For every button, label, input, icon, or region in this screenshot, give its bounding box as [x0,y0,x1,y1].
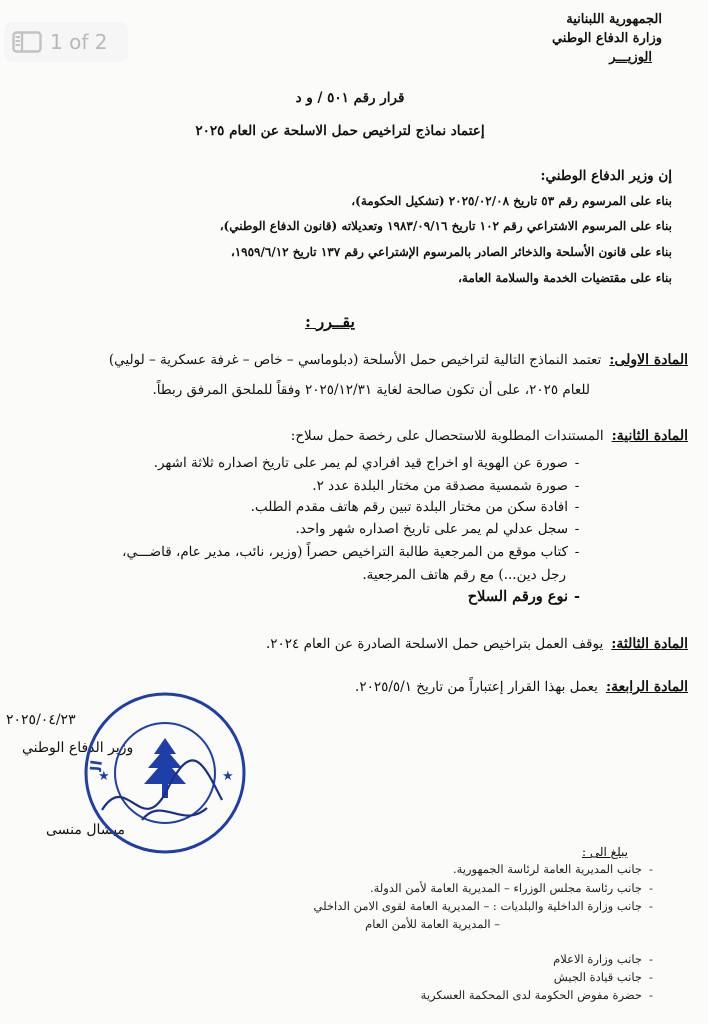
article-4 [355,679,688,695]
recital-1: بناء على المرسوم رقم ٥٣ تاريخ ٢٠٢٥/٠٢/٠٨ (تشكيل الحكومة)، [351,194,672,208]
article-2 [291,428,688,444]
document-title: إعتماد نماذج لتراخيص حمل الاسلحة عن العام ٢٠٢٥ [195,123,485,139]
official-stamp [82,690,248,856]
article-3 [266,636,688,652]
decides-heading: يقــرر : [305,312,355,331]
list-item: -افادة سكن من مختار البلدة تبين رقم هاتف مقدم الطلب. [250,499,580,515]
article-1 [109,352,688,368]
article-1-label: المادة الاولى: [609,352,688,368]
article-3-text: يوقف العمل بتراخيص حمل الاسلحة الصادرة عن العام ٢٠٢٤. [265,636,604,652]
recital-4: بناء على مقتضيات الخدمة والسلامة العامة، [458,271,672,285]
decision-number: قرار رقم ٥٠١ / و د [295,90,405,106]
distribution-item: -جانب وزارة الداخلية والبلديات : – المديرية العامة لقوى الامن الداخلي [313,899,653,913]
header-office: الوزيـــر [609,50,652,65]
distribution-item: -جانب رئاسة مجلس الوزراء – المديرية العامة لأمن الدولة. [369,881,653,895]
list-item: -صورة شمسية مصدقة من مختار البلدة عدد ٢. [312,478,580,494]
svg-text:★: ★ [222,769,234,784]
distribution-item: -حضرة مفوض الحكومة لدى المحكمة العسكرية [420,988,653,1002]
distribution-item: -جانب المديرية العامة لرئاسة الجمهورية. [452,862,653,876]
distribution-heading: يبلغ الى : [582,845,628,859]
signature-date: ٢٠٢٥/٠٤/٢٣ [6,712,76,728]
list-item: -نوع ورقم السلاح [467,588,581,605]
list-item: -سجل عدلي لم يمر على تاريخ اصداره شهر واحد. [295,521,580,537]
article-1-line-2: للعام ٢٠٢٥، على أن تكون صالحة لغاية ٢٠٢٥/١٢/٣١ وفقاً للملحق المرفق ربطاً. [152,382,590,398]
distribution-item: -جانب قيادة الجيش [553,970,653,984]
distribution-item: -جانب وزارة الاعلام [553,952,653,966]
article-4-text: يعمل بهذا القرار إعتباراً من تاريخ ٢٠٢٥/٥/١. [355,679,598,695]
stamp-arc-text: ال [86,759,107,773]
header-ministry: وزارة الدفاع الوطني [551,31,662,46]
article-2-intro: المستندات المطلوبة للاستحصال على رخصة حمل سلاح: [290,428,604,444]
header-republic: الجمهورية اللبنانية [566,12,662,27]
article-3-label: المادة الثالثة: [611,636,688,652]
signature-title: وزير الدفاع الوطني [22,740,134,756]
recital-2: بناء على المرسوم الاشتراعي رقم ١٠٢ تاريخ ١٩٨٣/٠٩/١٦ وتعديلاته (قانون الدفاع الوطني)، [219,219,672,233]
list-item: -صورة عن الهوية او اخراج قيد افرادي لم يمر على تاريخ اصداره ثلاثة اشهر. [153,455,580,471]
article-2-label: المادة الثانية: [611,428,688,444]
signature-name: ميشال منسى [46,822,125,838]
page-indicator-text: 1 of 2 [50,30,108,54]
recital-3: بناء على قانون الأسلحة والذخائر الصادر بالمرسوم الإشتراعي رقم ١٣٧ تاريخ ١٩٥٩/٦/١٢، [230,245,672,259]
svg-text:★: ★ [98,769,110,784]
preamble-intro: إن وزير الدفاع الوطني: [540,168,672,184]
list-item-continued: رجل دين...) مع رقم هاتف المرجعية. [362,567,566,583]
page-indicator[interactable] [4,22,128,62]
article-1-line-1: تعتمد النماذج التالية لتراخيص حمل الأسلحة (دبلوماسي – خاص – غرفة عسكرية – لوليي) [108,352,602,368]
list-item: -كتاب موقع من المرجعية طالبة التراخيص حصراً (وزير، نائب، مدير عام، قاضـــي، [122,544,580,560]
article-4-label: المادة الرابعة: [605,679,688,695]
pages-icon [12,31,42,53]
distribution-item-continued: – المديرية العامة للأمن العام [365,917,500,931]
